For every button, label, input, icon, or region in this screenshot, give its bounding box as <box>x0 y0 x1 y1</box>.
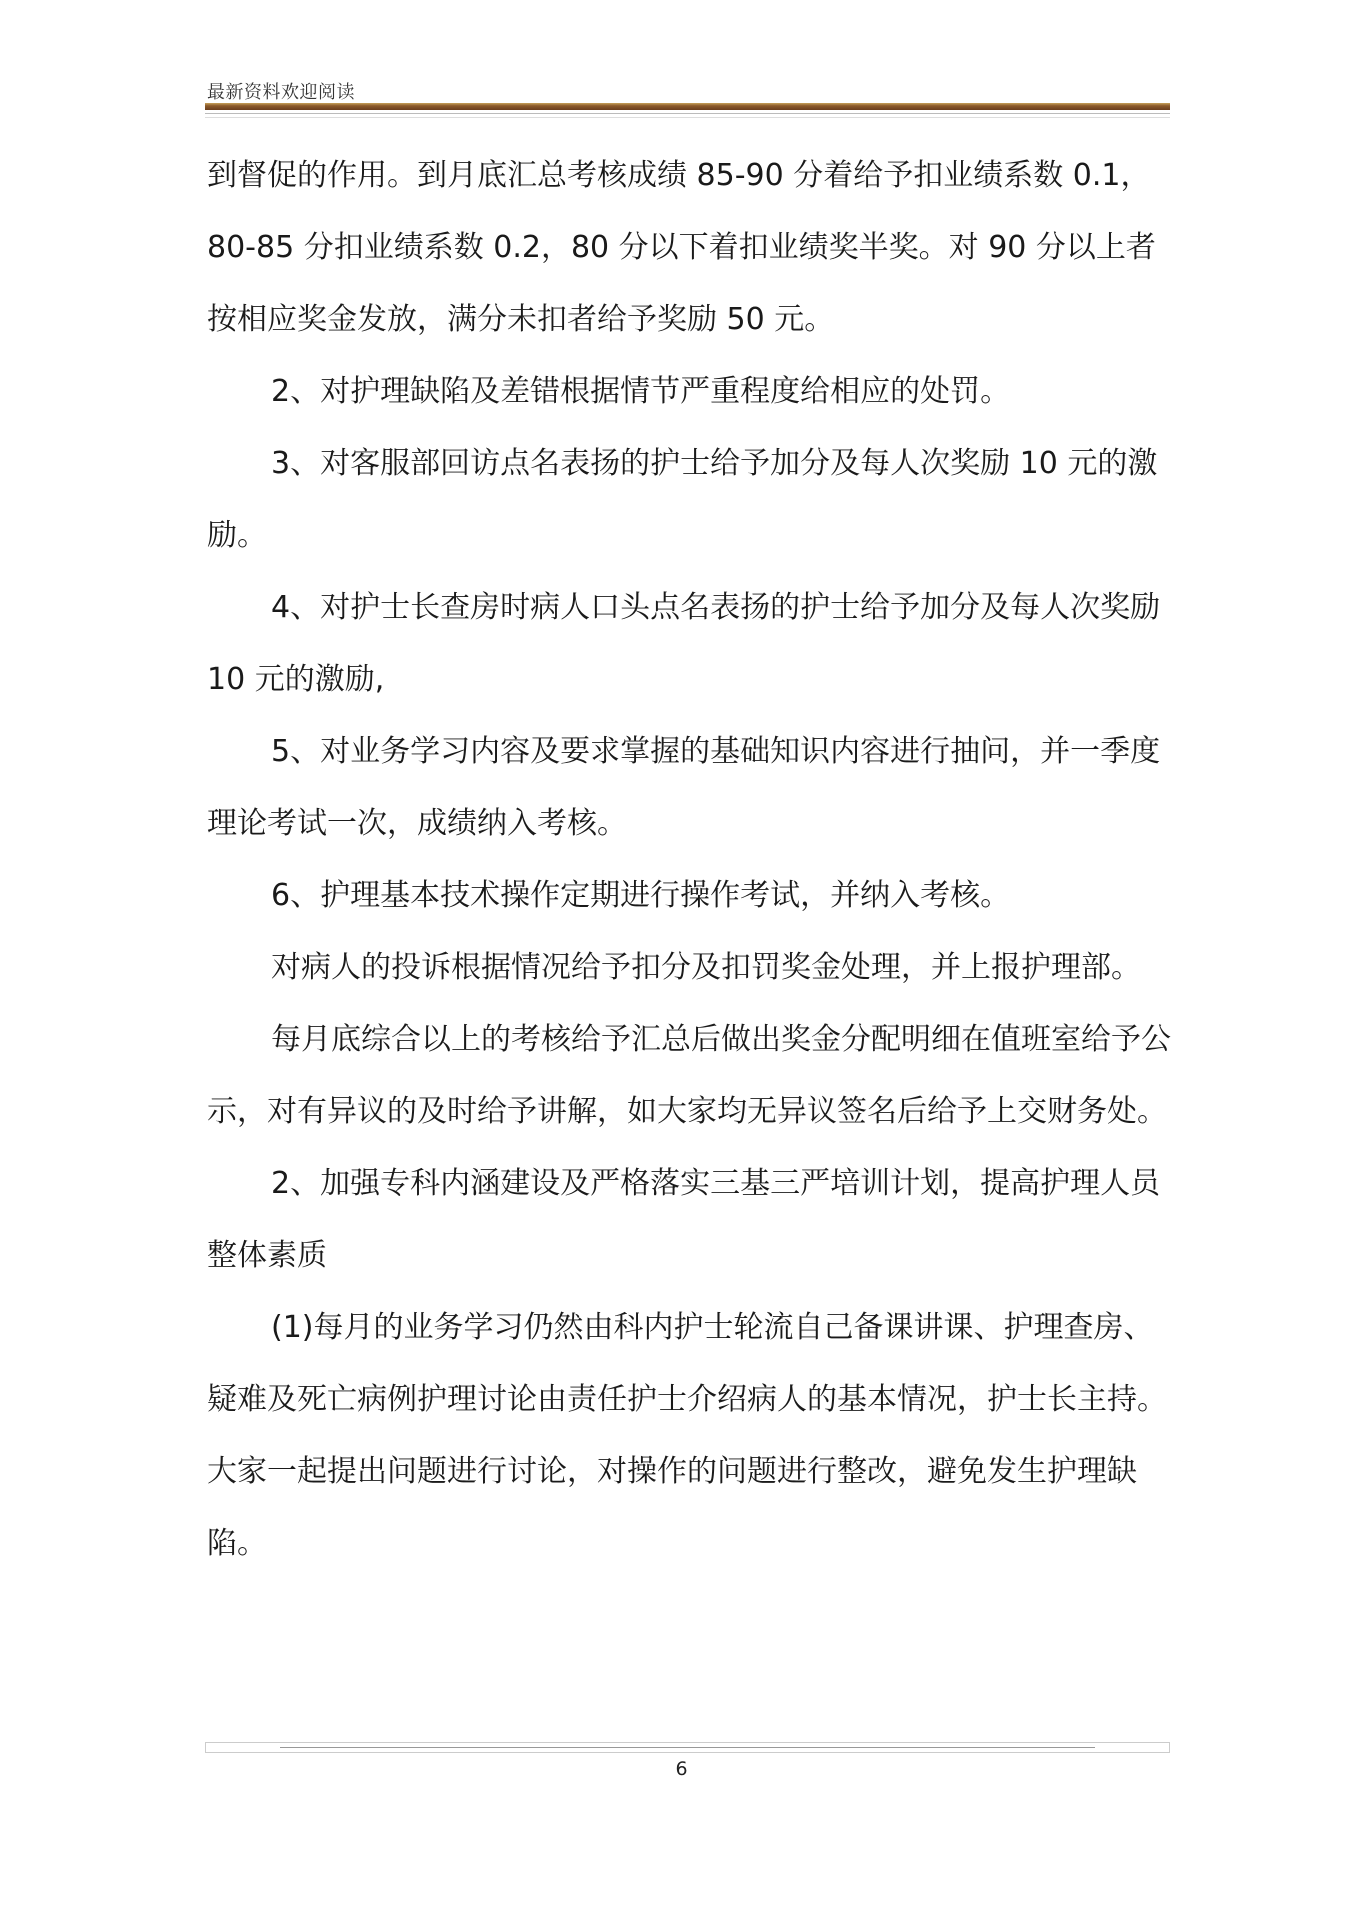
header-rule <box>205 103 1170 110</box>
paragraph: 5、对业务学习内容及要求掌握的基础知识内容进行抽问，并一季度理论考试一次，成绩纳入考核。 <box>207 734 1161 841</box>
paragraph: 4、对护士长查房时病人口头点名表扬的护士给予加分及每人次奖励 10 元的激励, <box>207 590 1161 697</box>
page-number: 6 <box>675 1758 688 1780</box>
header-title: 最新资料欢迎阅读 <box>207 82 355 103</box>
paragraph: 到督促的作用。到月底汇总考核成绩 85-90 分着给予扣业绩系数 0.1，80-85 分扣业绩系数 0.2，80 分以下着扣业绩奖半奖。对 90 分以上者按相应奖金发放，满分未扣者给予奖励 50 元。 <box>207 158 1156 337</box>
document-body <box>207 140 1172 1580</box>
paragraph: (1)每月的业务学习仍然由科内护士轮流自己备课讲课、护理查房、疑难及死亡病例护理讨论由责任护士介绍病人的基本情况，护士长主持。大家一起提出问题进行讨论，对操作的问题进行整改，避免发生护理缺陷。 <box>207 1310 1167 1561</box>
paragraph: 3、对客服部回访点名表扬的护士给予加分及每人次奖励 10 元的激励。 <box>207 446 1158 553</box>
paragraph: 每月底综合以上的考核给予汇总后做出奖金分配明细在值班室给予公示，对有异议的及时给予讲解，如大家均无异议签名后给予上交财务处。 <box>207 1022 1171 1129</box>
footer-rule-inner <box>280 1747 1095 1748</box>
paragraph: 6、护理基本技术操作定期进行操作考试，并纳入考核。 <box>271 878 1011 913</box>
header-rule-thin <box>205 113 1170 118</box>
paragraph: 2、对护理缺陷及差错根据情节严重程度给相应的处罚。 <box>271 374 1011 409</box>
paragraph: 2、加强专科内涵建设及严格落实三基三严培训计划，提高护理人员整体素质 <box>207 1166 1161 1273</box>
paragraph: 对病人的投诉根据情况给予扣分及扣罚奖金处理，并上报护理部。 <box>271 950 1141 985</box>
